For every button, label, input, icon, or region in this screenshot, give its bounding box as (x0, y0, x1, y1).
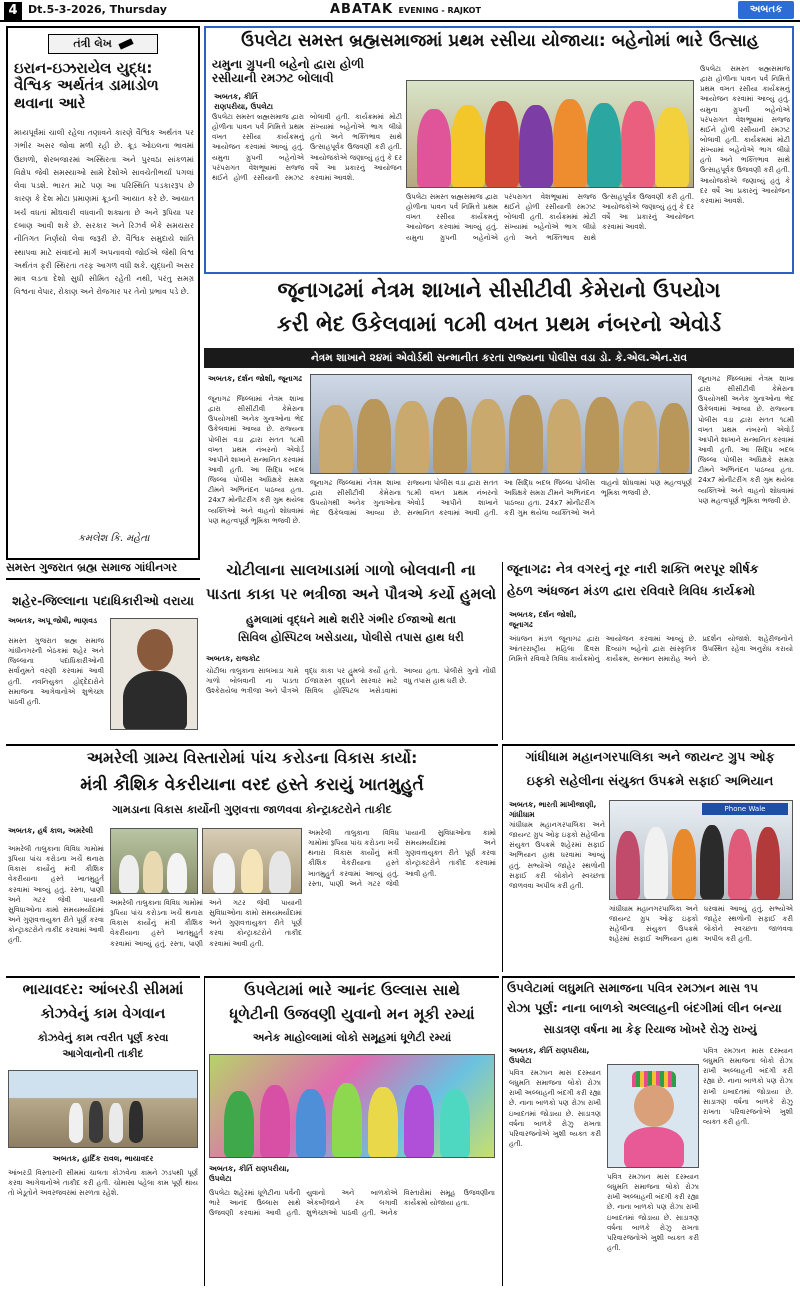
child-photo (607, 1064, 699, 1168)
dhuleti-headline-1: ઉપલેટામાં ભારે આનંદ ઉલ્લાસ સાથે (244, 981, 460, 999)
portrait-photo (110, 618, 198, 730)
police-award-photo (310, 374, 692, 474)
dhuleti-body: ઉપલેટા શહેરમાં ધૂળેટીના પર્વની ભારે આનંદ ઉલ્લાસ સાથે ઉજવણી કરવામાં આવી હતી. યુવાનો અને બાળકોએ એકબીજાને રંગ લગાવી શુભેચ્છાઓ પાઠવી હતી. અનેક વિસ્તારોમાં સમૂહ ઉજવણીના કાર્યક્રમો યોજાયા હતા. (209, 1189, 495, 1218)
page-number: 4 (4, 2, 22, 20)
gandhidham-body-1: ગાંધીધામ મહાનગરપાલિકા અને જાયન્ટ ગ્રુપ ઓફ ઇફ્કો સહેલીના સંયુક્ત ઉપક્રમે શહેરમાં સફાઈ અભિયાન હાથ ધરવામાં આવ્યું હતું. સભ્યોએ જાહેર સ્થળોની સફાઈ કરી લોકોને સ્વચ્છતા જાળવવા અપીલ કરી હતી. (509, 821, 605, 890)
trividh-headline-2: હેઠળ અંધજન મંડળ દ્વારા રવિવારે ત્રિવિધ કાર્યક્રમો (507, 583, 755, 598)
story-netram-body-3: જૂનાગઢ જિલ્લામાં નેત્રમ શાખા દ્વારા સીસીટીવી કેમેરાના ઉપયોગથી અનેક ગુનાઓના ભેદ ઉકેલવામાં આવ્યા છે. રાજ્યના પોલીસ વડા દ્વારા સતત ૧૮મી વખત પ્રથમ નંબરનો એવોર્ડ આપીને શાખાને સન્માનિત કરવામાં આવી હતી. આ સિદ્ધિ બદલ જિલ્લા પોલીસ અધિક્ષકે સમગ્ર ટીમને અભિનંદન પાઠવ્યા હતા. 24x7 મોનીટરીંગ કરી ગુમ થયેલા વ્યક્તિઓ અને વાહનો શોધવામાં પણ મહત્વપૂર્ણ ભૂમિકા ભજવી છે. (698, 375, 794, 505)
paper-name (330, 2, 481, 17)
story-netram-byline: અબતક, દર્શન જોશી, જૂનાગઢ (208, 374, 302, 383)
story-netram-body-2: જૂનાગઢ જિલ્લામાં નેત્રમ શાખા દ્વારા સીસીટીવી કેમેરાના ઉપયોગથી અનેક ગુનાઓના ભેદ ઉકેલવામાં આવ્યા છે. રાજ્યના પોલીસ વડા દ્વારા સતત ૧૮મી વખત પ્રથમ નંબરનો એવોર્ડ આપીને શાખાને સન્માનિત કરવામાં આવી હતી. આ સિદ્ધિ બદલ જિલ્લા પોલીસ અધિક્ષકે સમગ્ર ટીમને અભિનંદન પાઠવ્યા હતા. 24x7 મોનીટરીંગ કરી ગુમ થયેલા વ્યક્તિઓ અને વાહનો શોધવામાં પણ મહત્વપૂર્ણ ભૂમિકા ભજવી છે. (310, 479, 692, 518)
bhayavadar-photo (8, 1070, 198, 1148)
chotila-subhead-1: હુમલામાં વૃદ્ધને માથે શરીરે ગંભીર ઈજાઓ થતા (246, 613, 456, 626)
editorial-box (6, 26, 200, 560)
photo-sign: Phone Wale (702, 803, 788, 815)
story-brahm-headline: ઉપલેટા સમસ્ત બ્રહ્મસમાજમાં પ્રથમ રસીયા યોજાયા: બહેનોમાં ભારે ઉત્સાહ (241, 31, 759, 51)
story-amreli (6, 744, 498, 972)
story-brahm-body-1: ઉપલેટા સમસ્ત બ્રહ્મસમાજ દ્વારા હોળીના પાવન પર્વ નિમિત્તે પ્રથમ વખત રસીયા કાર્યક્રમનું આયોજન કરવામાં આવ્યું હતું. યમુના ગ્રુપની બહેનોએ પરંપરાગત વેશભૂષામાં સજ્જ થઈને હોળી રસીયાની રમઝટ બોલાવી હતી. કાર્યક્રમમાં મોટી સંખ્યામાં બહેનોએ ભાગ લીધો હતો અને ભક્તિભાવ સાથે ઉત્સાહપૂર્વક ઉજવણી કરી હતી. આયોજકોએ જણાવ્યું હતું કે દર વર્ષે આ પ્રકારનું આયોજન કરવામાં આવશે. (212, 113, 402, 182)
chotila-headline-2: પાડતા કાકા પર ભત્રીજા અને પૌત્રએ કર્યો હુમલો (205, 585, 497, 603)
story-netram-headline-2: કરી ભેદ ઉકેલવામાં ૧૮મી વખત પ્રથમ નંબરનો એવોર્ડ (277, 312, 721, 336)
ramzan-headline-2: રોઝા પૂર્ણ: નાના બાળકો અલ્લાહની બંદગીમાં લીન બન્યા (507, 1001, 782, 1015)
ramzan-body-1: પવિત્ર રમઝાન માસ દરમ્યાન લઘુમતિ સમાજના લોકો રોઝા રાખી અલ્લાહની બંદગી કરી રહ્યા છે. નાના બાળકો પણ રોઝા રાખી ઇબાદતમાં જોડાયા છે. સાડાત્રણ વર્ષના બાળકે રોઝુ રાખતા પરિવારજનોએ ખુશી વ્યક્ત કરી હતી. (509, 1069, 601, 1148)
story-dhuleti (204, 976, 498, 1286)
story-bhayavadar (6, 976, 200, 1286)
story-gandhidham (502, 744, 794, 972)
ramzan-subhead: સાડાત્રણ વર્ષના મા કેફ રિયાજ ખોખરે રોઝુ રાખ્યું (543, 1023, 757, 1036)
chotila-subhead-2: સિવિલ હોસ્પિટલ ખસેડાયા, પોલીસે તપાસ હાથ ધરી (238, 631, 464, 644)
editorial-tag-label: તંત્રી લેખ (73, 37, 112, 50)
bhayavadar-subhead-2: આગેવાનોની તાકીદ (62, 1048, 144, 1060)
ramzan-headline-1: ઉપલેટામાં લઘુમતિ સમાજના પવિત્ર રમઝાન માસ ૧૫ (507, 981, 759, 995)
bhayavadar-subhead-1: કોઝવેનું કામ ત્વરીત પૂર્ણ કરવા (37, 1032, 169, 1044)
amreli-byline: અબતક, હર્ષ કાલ, અમરેલી (8, 826, 93, 835)
chotila-body: ચોટીલા તાલુકાના સાલખાડા ગામે ગાળો બોલવાની ના પાડતા ઉશ્કેરાયેલા ભત્રીજા અને પૌત્રએ વૃદ્ધ કાકા પર હુમલો કર્યો હતો. ઈજાગ્રસ્ત વૃદ્ધને સારવાર માટે સિવિલ હોસ્પિટલ ખસેડવામાં આવ્યા હતા. પોલીસે ગુનો નોંધી વધુ તપાસ હાથ ધરી છે. (206, 667, 496, 696)
editorial-body: મધ્યપૂર્વમાં ચાલી રહેલા તણાવને કારણે વૈશ્વિક અર્થતંત્ર પર ગંભીર અસર જોવા મળી રહી છે. ક્રૂડ ઓઇલના ભાવમાં ઉછાળો, શેરબજારમાં અસ્થિરતા અને પુરવઠા સાંકળમાં વિક્ષેપ જેવી સમસ્યાઓ સામે દેશોએ સાવચેતીભર્યા પગલાં લેવા પડશે. ભારત માટે પણ આ પરિસ્થિતિ પડકારરૂપ છે કારણ કે દેશ મોટા પ્રમાણમાં ક્રૂડની આયાત કરે છે. આયાત ખર્ચ વધતાં મોંઘવારી વધવાની શક્યતા છે અને રૂપિયા પર દબાણ આવી શકે છે. સરકાર અને રિઝર્વ બેંકે સમયસર નીતિગત નિર્ણયો લેવા જરૂરી છે. વૈશ્વિક સમુદાયે શાંતિ સ્થાપવા માટે સંવાદનો માર્ગ અપનાવવો જોઈએ જેથી વિશ્વ અર્થતંત્ર ફરી સ્થિરતા તરફ આગળ વધી શકે. યુદ્ધની અસર માત્ર લડતા દેશો સુધી સીમિત રહેતી નથી, પરંતુ સમગ્ર વિશ્વના વેપાર, રોકાણ અને રોજગાર પર તેનો પ્રભાવ પડે છે. (14, 128, 194, 297)
gandhinagar-body: સમસ્ત ગુજરાત બ્રહ્મ સમાજ ગાંધીનગરની બેઠકમાં શહેર અને જિલ્લાના પદાધિકારીઓની સર્વાનુમતે વરણી કરવામાં આવી હતી. નવનિયુક્ત હોદ્દેદારોને સમાજના આગેવાનોએ શુભેચ્છા પાઠવી હતી. (8, 637, 104, 706)
trividh-byline: અબતક, દર્શન જોશી, જૂનાગઢ (509, 610, 577, 629)
story-netram (204, 278, 794, 560)
story-netram-body-1: જૂનાગઢ જિલ્લામાં નેત્રમ શાખા દ્વારા સીસીટીવી કેમેરાના ઉપયોગથી અનેક ગુનાઓના ભેદ ઉકેલવામાં આવ્યા છે. રાજ્યના પોલીસ વડા દ્વારા સતત ૧૮મી વખત પ્રથમ નંબરનો એવોર્ડ આપીને શાખાને સન્માનિત કરવામાં આવી હતી. આ સિદ્ધિ બદલ જિલ્લા પોલીસ અધિક્ષકે સમગ્ર ટીમને અભિનંદન પાઠવ્યા હતા. 24x7 મોનીટરીંગ કરી ગુમ થયેલા વ્યક્તિઓ અને વાહનો શોધવામાં પણ મહત્વપૂર્ણ ભૂમિકા ભજવી છે. (208, 395, 304, 525)
chotila-headline-1: ચોટીલાના સાલખાડામાં ગાળો બોલવાની ના (226, 561, 476, 579)
chotila-byline: અબતક, રાજકોટ (206, 654, 261, 663)
ramzan-body-3: પવિત્ર રમઝાન માસ દરમ્યાન લઘુમતિ સમાજના લોકો રોઝા રાખી અલ્લાહની બંદગી કરી રહ્યા છે. નાના બાળકો પણ રોઝા રાખી ઇબાદતમાં જોડાયા છે. સાડાત્રણ વર્ષના બાળકે રોઝુ રાખતા પરિવારજનોએ ખુશી વ્યક્ત કરી હતી. (703, 1047, 793, 1126)
gandhidham-body-2: ગાંધીધામ મહાનગરપાલિકા અને જાયન્ટ ગ્રુપ ઓફ ઇફ્કો સહેલીના સંયુક્ત ઉપક્રમે શહેરમાં સફાઈ અભિયાન હાથ ધરવામાં આવ્યું હતું. સભ્યોએ જાહેર સ્થળોની સફાઈ કરી લોકોને સ્વચ્છતા જાળવવા અપીલ કરી હતી. (609, 905, 793, 944)
paper-logo: અબતક (738, 1, 794, 19)
editorial-tag (48, 34, 158, 54)
editorial-headline: ઇરાન-ઇઝરાયેલ યુદ્ધ: વૈશ્વિક અર્થતંત્ર ડામાડોળ થવાના આરે (14, 59, 159, 112)
gandhinagar-byline: અબતક, અપૂ જોષી, ભાણવડ (8, 616, 97, 625)
paper-title: ABATAK (330, 2, 394, 17)
amreli-body-1: અમરેલી તાલુકાના વિવિધ ગામોમાં રૂપિયા પાંચ કરોડના ખર્ચે થનારા વિકાસ કાર્યોનું મંત્રી કૌશિક વેકરીયાના હસ્તે ખાતમુહુર્ત કરવામાં આવ્યું હતું. રસ્તા, પાણી અને ગટર જેવી પાયાની સુવિધાઓના કામો સમયમર્યાદામાં અને ગુણવત્તાયુક્ત રીતે પૂર્ણ કરવા કોન્ટ્રાક્ટરોને તાકીદ કરવામાં આવી હતી. (8, 845, 104, 945)
story-chotila (204, 562, 498, 740)
gandhidham-photo (609, 800, 793, 900)
masthead-bar (0, 0, 800, 22)
editorial-signature: કમલેશ કિ. મહેતા (78, 533, 150, 544)
dhuleti-byline: અબતક, કીર્તિ રાણપરીયા, ઉપલેટા (209, 1164, 290, 1183)
story-netram-headline-1: જૂનાગઢમાં નેત્રમ શાખાને સીસીટીવી કેમેરાનો ઉપયોગ (277, 278, 721, 302)
bhayavadar-headline-2: કોઝવેનું કામ વેગવાન (40, 1006, 166, 1022)
story-brahm-samaj (204, 26, 794, 274)
gandhidham-byline: અબતક, ભારતી માખીજાણી, ગાંધીધામ (509, 800, 597, 819)
edition-label: EVENING - RAJKOT (398, 6, 481, 15)
story-netram-bar: નેત્રમ શાખાને ૨૪માં એવોર્ડથી સન્માનીત કરતા રાજ્યના પોલીસ વડા ડો. કે.એલ.એન.રાવ (204, 348, 794, 368)
date-line: Dt.5-3-2026, Thursday (28, 3, 167, 16)
pen-icon (118, 38, 133, 49)
dhuleti-photo (209, 1054, 495, 1158)
bhayavadar-byline: અબતક, હાર્દિક રાવલ, ભાયાવદર (52, 1154, 154, 1163)
gandhinagar-section-bar: સમસ્ત ગુજરાત બ્રહ્મ સમાજ ગાંધીનગર (6, 562, 200, 580)
ramzan-body-2: પવિત્ર રમઝાન માસ દરમ્યાન લઘુમતિ સમાજના લોકો રોઝા રાખી અલ્લાહની બંદગી કરી રહ્યા છે. નાના બાળકો પણ રોઝા રાખી ઇબાદતમાં જોડાયા છે. સાડાત્રણ વર્ષના બાળકે રોઝુ રાખતા પરિવારજનોએ ખુશી વ્યક્ત કરી હતી. (607, 1173, 699, 1252)
dhuleti-headline-2: ધૂળેટીની ઉજવણી યુવાનો મન મૂકી રમ્યાં (229, 1005, 475, 1023)
trividh-body: અંધજન મંડળ જૂનાગઢ દ્વારા આંતરરાષ્ટ્રીય મહિલા દિવસ નિમિત્તે રવિવારે ત્રિવિધ કાર્યક્રમોનું આયોજન કરવામાં આવ્યું છે. દિવ્યાંગ બહેનો દ્વારા સાંસ્કૃતિક કાર્યક્રમ, સન્માન સમારોહ અને પ્રદર્શન યોજાશે. શહેરીજનોને ઉપસ્થિત રહેવા અનુરોધ કરાયો છે. (509, 635, 793, 664)
dhuleti-subhead: અનેક માહોલ્લામાં લોકો સમૂહમાં ધૂળેટી રમ્યાં (252, 1031, 452, 1044)
story-brahm-body-2: ઉપલેટા સમસ્ત બ્રહ્મસમાજ દ્વારા હોળીના પાવન પર્વ નિમિત્તે પ્રથમ વખત રસીયા કાર્યક્રમનું આયોજન કરવામાં આવ્યું હતું. યમુના ગ્રુપની બહેનોએ પરંપરાગત વેશભૂષામાં સજ્જ થઈને હોળી રસીયાની રમઝટ બોલાવી હતી. કાર્યક્રમમાં મોટી સંખ્યામાં બહેનોએ ભાગ લીધો હતો અને ભક્તિભાવ સાથે ઉત્સાહપૂર્વક ઉજવણી કરી હતી. આયોજકોએ જણાવ્યું હતું કે દર વર્ષે આ પ્રકારનું આયોજન કરવામાં આવશે. (406, 193, 694, 242)
rasiya-photo (406, 80, 694, 188)
bhayavadar-headline-1: ભાયાવદર: આંબરડી સીમમાં (22, 982, 184, 998)
gandhidham-headline-2: ઇફ્કો સહેલીના સંયુક્ત ઉપક્રમે સફાઈ અભિયાન (526, 773, 774, 788)
amreli-body-2: અમરેલી તાલુકાના વિવિધ ગામોમાં રૂપિયા પાંચ કરોડના ખર્ચે થનારા વિકાસ કાર્યોનું મંત્રી કૌશિક વેકરીયાના હસ્તે ખાતમુહુર્ત કરવામાં આવ્યું હતું. રસ્તા, પાણી અને ગટર જેવી પાયાની સુવિધાઓના કામો સમયમર્યાદામાં અને ગુણવત્તાયુક્ત રીતે પૂર્ણ કરવા કોન્ટ્રાક્ટરોને તાકીદ કરવામાં આવી હતી. (110, 899, 302, 948)
gandhidham-headline-1: ગાંધીધામ મહાનગરપાલિકા અને જાયન્ટ ગ્રુપ ઓફ (525, 749, 775, 764)
ramzan-byline: અબતક, કીર્તિ રાણપરીયા, ઉપલેટા (509, 1046, 590, 1065)
story-trividh (502, 562, 794, 740)
amreli-photo-2 (202, 828, 302, 894)
amreli-headline-1: અમરેલી ગ્રામ્ય વિસ્તારોમાં પાંચ કરોડના વિકાસ કાર્યો: (86, 749, 418, 767)
story-gandhinagar (6, 562, 200, 740)
story-ramzan (502, 976, 794, 1286)
gandhinagar-headline: શહેર-જિલ્લાના પદાધિકારીઓ વરાયા (12, 593, 194, 608)
amreli-headline-2: મંત્રી કૌશિક વેકરીયાના વરદ હસ્તે કરાયું ખાતમુહુર્ત (80, 775, 424, 795)
story-brahm-body-3: ઉપલેટા સમસ્ત બ્રહ્મસમાજ દ્વારા હોળીના પાવન પર્વ નિમિત્તે પ્રથમ વખત રસીયા કાર્યક્રમનું આયોજન કરવામાં આવ્યું હતું. યમુના ગ્રુપની બહેનોએ પરંપરાગત વેશભૂષામાં સજ્જ થઈને હોળી રસીયાની રમઝટ બોલાવી હતી. કાર્યક્રમમાં મોટી સંખ્યામાં બહેનોએ ભાગ લીધો હતો અને ભક્તિભાવ સાથે ઉત્સાહપૂર્વક ઉજવણી કરી હતી. આયોજકોએ જણાવ્યું હતું કે દર વર્ષે આ પ્રકારનું આયોજન કરવામાં આવશે. (700, 65, 790, 205)
amreli-body-3: અમરેલી તાલુકાના વિવિધ ગામોમાં રૂપિયા પાંચ કરોડના ખર્ચે થનારા વિકાસ કાર્યોનું મંત્રી કૌશિક વેકરીયાના હસ્તે ખાતમુહુર્ત કરવામાં આવ્યું હતું. રસ્તા, પાણી અને ગટર જેવી પાયાની સુવિધાઓના કામો સમયમર્યાદામાં અને ગુણવત્તાયુક્ત રીતે પૂર્ણ કરવા કોન્ટ્રાક્ટરોને તાકીદ કરવામાં આવી હતી. (308, 829, 496, 888)
story-brahm-subhead: યમુના ગ્રુપની બહેનો દ્વારા હોળી રસીયાની રમઝટ બોલાવી (212, 57, 365, 85)
trividh-headline-1: જૂનાગઢ: નેત્ર વગરનું નૂર નારી શક્તિ ભરપૂર શીર્ષક (507, 561, 759, 576)
bhayavadar-body: આંબરડી વિસ્તારની સીમમાં ચાલતા કોઝવેના કામને ઝડપથી પૂર્ણ કરવા આગેવાનોએ તાકીદ કરી હતી. ચોમાસા પહેલા કામ પૂર્ણ થાય તો ખેડૂતોને અવરજવરમાં સરળતા રહેશે. (8, 1169, 198, 1198)
amreli-photo-1 (110, 828, 198, 894)
story-brahm-byline: અબતક, કીર્તિ રાણપરીયા, ઉપલેટા (214, 92, 273, 111)
amreli-subhead: ગામડાના વિકાસ કાર્યોની ગુણવત્તા જાળવવા કોન્ટ્રાક્ટરોને તાકીદ (112, 803, 392, 816)
